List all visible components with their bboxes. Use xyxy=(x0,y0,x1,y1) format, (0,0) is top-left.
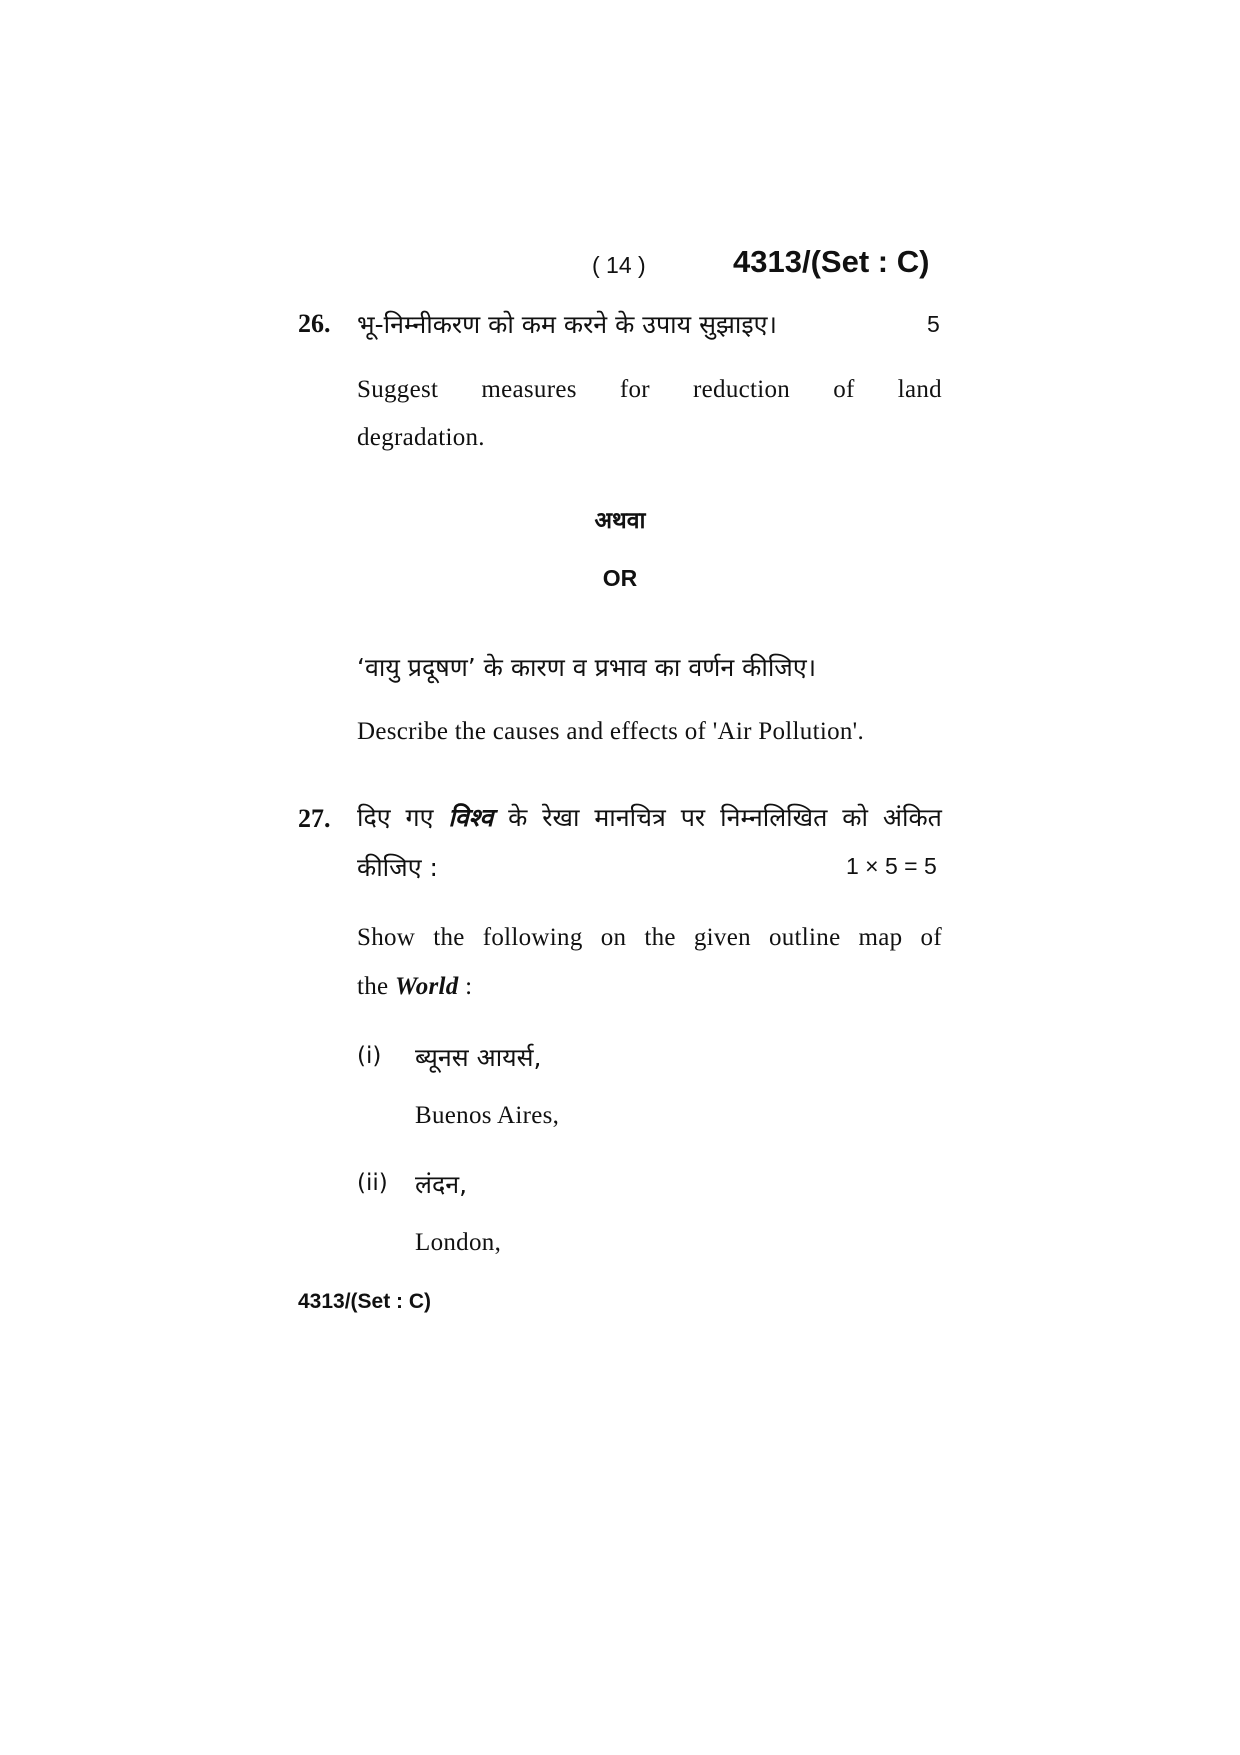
word: के xyxy=(508,803,528,832)
item-hindi: लंदन, xyxy=(415,1170,468,1199)
word: on xyxy=(600,924,627,951)
word: outline xyxy=(768,924,841,951)
word: मानचित्र xyxy=(594,803,666,832)
word: अंकित xyxy=(882,803,942,832)
or-divider-english: OR xyxy=(602,565,638,591)
question-26-alt-english: Describe the causes and effects of 'Air Pollution'. xyxy=(357,718,865,745)
question-26-number: 26. xyxy=(298,309,331,338)
question-26-alt-hindi: ‘वायु प्रदूषण’ के कारण व प्रभाव का वर्णन कीजिए। xyxy=(357,653,817,682)
colon: : xyxy=(458,973,473,1000)
paper-code-footer: 4313/(Set : C) xyxy=(298,1290,432,1313)
item-label: (i) xyxy=(357,1043,382,1069)
question-26-english-line1 xyxy=(357,376,942,404)
world-emphasis: World xyxy=(395,973,459,1000)
item-english: London, xyxy=(415,1229,502,1256)
word-emphasis: विश्व xyxy=(448,803,494,832)
word: given xyxy=(693,924,751,951)
item-hindi: ब्यूनस आयर्स, xyxy=(415,1043,542,1072)
question-27-number: 27. xyxy=(298,804,331,833)
question-26-hindi: भू-निम्नीकरण को कम करने के उपाय सुझाइए। xyxy=(357,310,777,339)
item-label: (ii) xyxy=(357,1170,388,1196)
question-27-english-line1 xyxy=(357,924,942,952)
word: दिए xyxy=(357,803,391,832)
word: land xyxy=(897,376,942,403)
word: reduction xyxy=(693,376,791,403)
word: Show xyxy=(357,924,416,951)
word: the xyxy=(357,973,389,1000)
word: the xyxy=(644,924,676,951)
word: map xyxy=(858,924,903,951)
word: following xyxy=(482,924,583,951)
question-26-marks: 5 xyxy=(927,311,940,337)
question-26-english-line2: degradation. xyxy=(357,424,485,451)
word: of xyxy=(920,924,942,951)
question-27-hindi-line2: कीजिए : xyxy=(357,853,438,882)
paper-code-header: 4313/(Set : C) xyxy=(733,244,930,279)
word: निम्नलिखित xyxy=(720,803,828,832)
word: Suggest xyxy=(357,376,439,403)
question-27-marks: 1 × 5 = 5 xyxy=(846,853,937,879)
item-english: Buenos Aires, xyxy=(415,1102,560,1129)
word: रेखा xyxy=(542,803,580,832)
word: the xyxy=(433,924,465,951)
page-number: ( 14 ) xyxy=(592,252,646,278)
question-27-english-line2 xyxy=(357,973,472,1001)
word: पर xyxy=(680,803,706,832)
word: measures xyxy=(481,376,577,403)
word: for xyxy=(619,376,650,403)
word: of xyxy=(833,376,855,403)
word: को xyxy=(842,803,868,832)
word: गए xyxy=(405,803,434,832)
question-27-hindi-line1 xyxy=(357,800,942,834)
or-divider-hindi: अथवा xyxy=(594,508,646,534)
